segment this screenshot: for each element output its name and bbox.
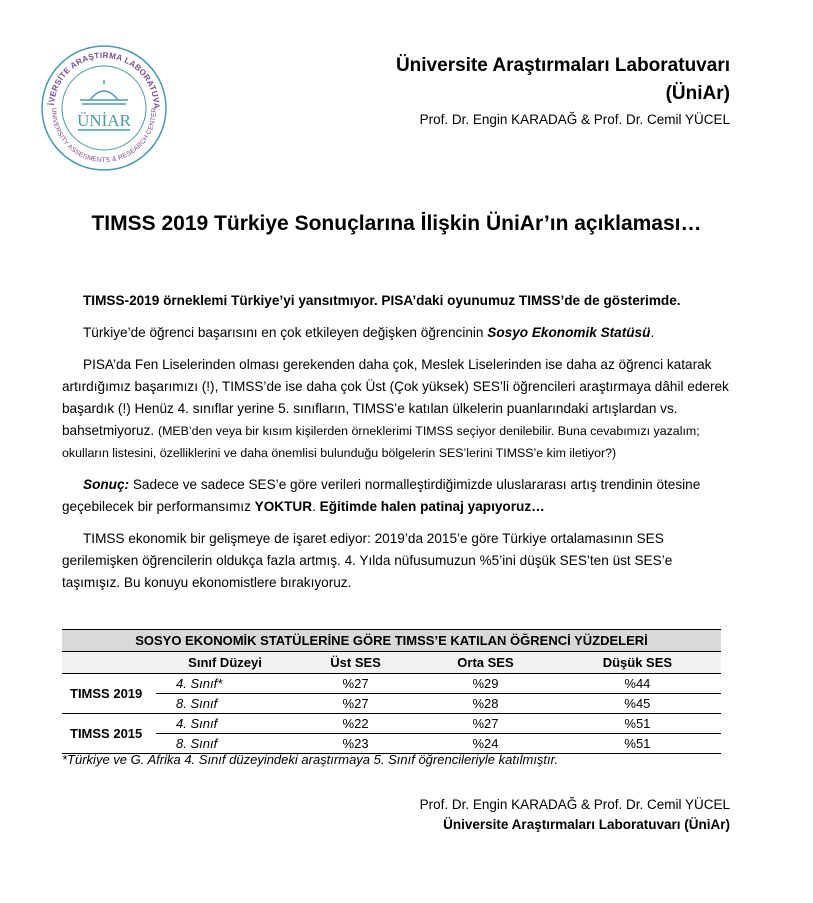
- paragraph-1-text: TIMSS-2019 örneklemi Türkiye’yi yansıtmıyor. PISA’daki oyunumuz TIMSS’de de gösterimde.: [83, 293, 681, 308]
- uniar-seal-icon: [40, 44, 168, 172]
- header-authors: Prof. Dr. Engin KARADAĞ & Prof. Dr. Cemil YÜCEL: [419, 112, 730, 127]
- header-org-line2: (ÜniAr): [665, 83, 730, 104]
- table-cell-ust: %27: [294, 694, 417, 714]
- table-header-ust: Üst SES: [294, 652, 417, 674]
- paragraph-4-conclusion: Eğitimde halen patinaj yapıyoruz…: [319, 499, 545, 514]
- table-cell-level: 8. Sınıf: [156, 694, 294, 714]
- paragraph-2: [62, 322, 730, 344]
- body-text: [62, 290, 730, 604]
- paragraph-4-text: Sadece ve sadece SES’e göre verileri normalleştirdiğimizde uluslararası artış trendinin ötesine geçebilecek bir performansımız: [62, 477, 701, 514]
- table-cell-dusuk: %45: [554, 694, 721, 714]
- signature: [420, 795, 730, 835]
- ses-table: [62, 629, 721, 754]
- paragraph-4-dot: .: [312, 499, 320, 514]
- paragraph-2-end: .: [650, 325, 655, 340]
- table-cell-orta: %29: [417, 674, 554, 694]
- paragraph-5-text: TIMSS ekonomik bir gelişmeye de işaret ediyor: 2019’da 2015’e göre Türkiye ortalamasının SES gerilemişken öğrencilerin oldukça fazla artmış. 4. Yılda nüfusumuzun %5’ini düşük SES’ten üst SES’e taşımışız. Bu konuyu ekonomistlere bırakıyoruz.: [62, 531, 673, 590]
- table-cell-orta: %27: [417, 714, 554, 734]
- table-header-orta: Orta SES: [417, 652, 554, 674]
- signature-authors: Prof. Dr. Engin KARADAĞ & Prof. Dr. Cemil YÜCEL: [419, 797, 730, 812]
- table-cell-level: 8. Sınıf: [156, 734, 294, 754]
- logo-center-text: ÜNİAR: [77, 111, 131, 130]
- table-header-dusuk: Düşük SES: [554, 652, 721, 674]
- table-cell-orta: %28: [417, 694, 554, 714]
- table-footnote: *Türkiye ve G. Afrika 4. Sınıf düzeyindeki araştırmaya 5. Sınıf öğrencileriyle katılmıştır.: [62, 752, 559, 767]
- paragraph-3-text: PISA’da Fen Liselerinden olması gerekenden daha çok, Meslek Liselerinden ise daha az öğrenci katarak artırdığımız başarımızı (!), TIMSS’de ise daha çok Üst (Çok yüksek) SES’li öğrencileri araştırmaya dâhil ederek başardık (!) Henüz 4. sınıflar yerine 5. sınıfların, TIMSS’e katılan ülkelerin puanlarındaki artışlardan vs. bahsetmiyoruz.: [62, 357, 729, 438]
- signature-org: Üniversite Araştırmaları Laboratuvarı (ÜniAr): [443, 817, 730, 832]
- table-cell-level: 4. Sınıf*: [156, 674, 294, 694]
- paragraph-2-emphasis: Sosyo Ekonomik Statüsü: [487, 325, 651, 340]
- table-row: [62, 674, 721, 694]
- table-cell-ust: %23: [294, 734, 417, 754]
- uniar-logo: [40, 44, 168, 172]
- header-org-line1: Üniversite Araştırmaları Laboratuvarı: [395, 55, 730, 76]
- paragraph-5: [62, 528, 730, 594]
- page-title: TIMSS 2019 Türkiye Sonuçlarına İlişkin ÜniAr’ın açıklaması…: [91, 212, 702, 235]
- logo-ring-bottom: UNIVERSITY ASSESMENTS & RESEARCH CENTER: [49, 107, 159, 165]
- table-cell-dusuk: %51: [554, 734, 721, 754]
- paragraph-3: [62, 354, 730, 464]
- table-caption: SOSYO EKONOMİK STATÜLERİNE GÖRE TIMSS’E KATILAN ÖĞRENCİ YÜZDELERİ: [62, 630, 721, 652]
- table-header-level: Sınıf Düzeyi: [156, 652, 294, 674]
- paragraph-4: [62, 474, 730, 518]
- table-cell-dusuk: %51: [554, 714, 721, 734]
- table-cell-level: 4. Sınıf: [156, 714, 294, 734]
- table-row: [62, 714, 721, 734]
- table-cell-ust: %27: [294, 674, 417, 694]
- table-cell-orta: %24: [417, 734, 554, 754]
- logo-ring-top: İVERSİTE ARAŞTIRMA LABORATUVA: [47, 50, 162, 110]
- paragraph-3-note: (MEB’den veya bir kısım kişilerden örneklerimi TIMSS seçiyor denilebilir. Buna cevabımızı yazalım; okulların listesini, özelliklerini ve daha önemlisi bulunduğu bölgelerin SES’lerini TIMSS’e kim iletiyor?): [62, 424, 700, 460]
- table-header-group: [62, 652, 156, 674]
- paragraph-1: [62, 290, 730, 312]
- table-group-2015: TIMSS 2015: [62, 714, 156, 754]
- table-row: [62, 694, 721, 714]
- table-group-2019: TIMSS 2019: [62, 674, 156, 714]
- header: [396, 52, 730, 127]
- table-cell-dusuk: %44: [554, 674, 721, 694]
- table-cell-ust: %22: [294, 714, 417, 734]
- paragraph-4-yoktur: YOKTUR: [254, 499, 313, 514]
- paragraph-4-label: Sonuç:: [83, 477, 130, 492]
- table-header-row: [62, 652, 721, 674]
- paragraph-2-text: Türkiye’de öğrenci başarısını en çok etkileyen değişken öğrencinin: [83, 325, 488, 340]
- table-row: [62, 734, 721, 754]
